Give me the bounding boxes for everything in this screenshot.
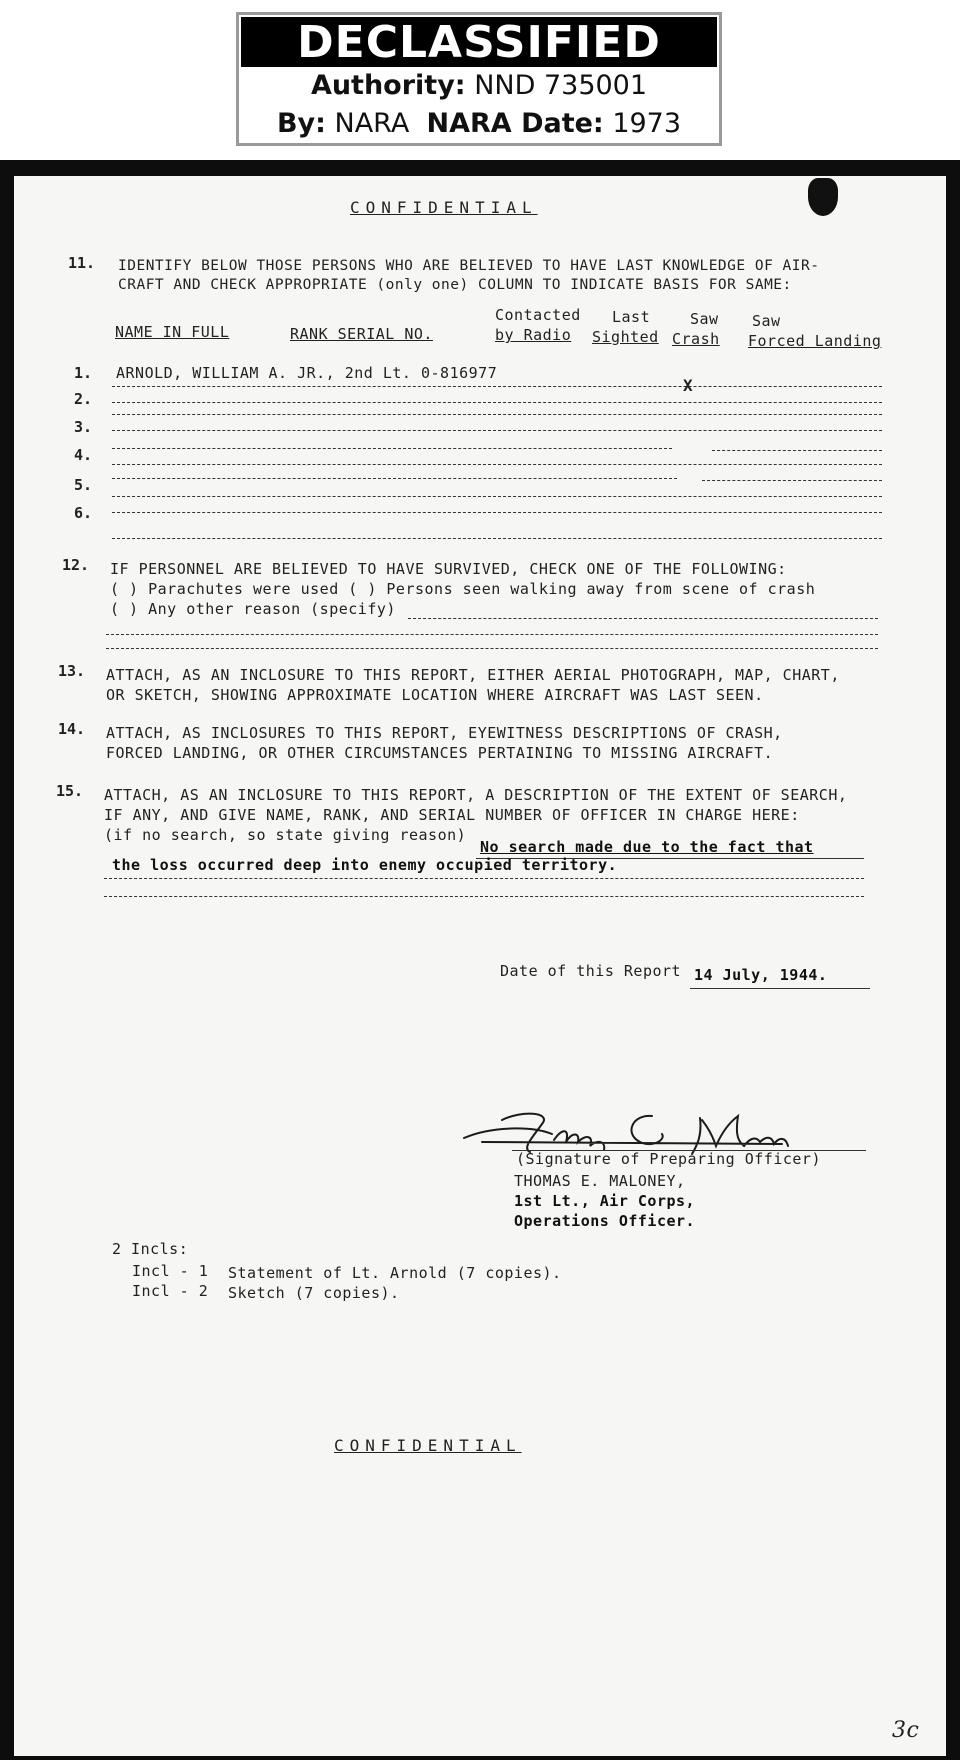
inclosures-heading: 2 Incls: bbox=[112, 1240, 189, 1258]
item11-line2: CRAFT AND CHECK APPROPRIATE (only one) COLUMN TO INDICATE BASIS FOR SAME: bbox=[118, 277, 792, 293]
row-3-number: 3. bbox=[74, 418, 93, 436]
signer-name: THOMAS E. MALONEY, bbox=[514, 1172, 686, 1190]
item12-line3: ( ) Any other reason (specify) bbox=[110, 600, 396, 618]
stamp-authority-value: NND 735001 bbox=[474, 70, 648, 101]
signature-caption: (Signature of Preparing Officer) bbox=[516, 1150, 821, 1168]
col-sighted-bottom: Sighted bbox=[592, 328, 659, 346]
header-classification: CONFIDENTIAL bbox=[350, 198, 538, 217]
row-6-number: 6. bbox=[74, 504, 93, 522]
item13-line1: ATTACH, AS AN INCLOSURE TO THIS REPORT, EITHER AERIAL PHOTOGRAPH, MAP, CHART, bbox=[106, 666, 840, 684]
item11-line1: IDENTIFY BELOW THOSE PERSONS WHO ARE BELIEVED TO HAVE LAST KNOWLEDGE OF AIR- bbox=[118, 258, 820, 274]
item15-rule3 bbox=[104, 896, 864, 897]
item12-line1: IF PERSONNEL ARE BELIEVED TO HAVE SURVIVED, CHECK ONE OF THE FOLLOWING: bbox=[110, 560, 787, 578]
item14-line1: ATTACH, AS INCLOSURES TO THIS REPORT, EYEWITNESS DESCRIPTIONS OF CRASH, bbox=[106, 724, 783, 742]
row-1-number: 1. bbox=[74, 364, 93, 382]
item15-answer-line2: the loss occurred deep into enemy occupied territory. bbox=[112, 856, 618, 874]
item15-number: 15. bbox=[56, 782, 84, 800]
row-2-number: 2. bbox=[74, 390, 93, 408]
row-1-saw-crash-mark: X bbox=[683, 376, 694, 395]
col-sighted-top: Last bbox=[612, 308, 651, 326]
report-date-value: 14 July, 1944. bbox=[694, 966, 828, 984]
stamp-date-value: 1973 bbox=[612, 108, 682, 139]
report-date-line bbox=[690, 988, 870, 989]
row-4-line-a bbox=[112, 448, 672, 449]
row-3-line bbox=[112, 430, 882, 431]
item15-answer-line1: No search made due to the fact that bbox=[480, 838, 814, 856]
row-4-line-b bbox=[712, 450, 882, 451]
row-4-number: 4. bbox=[74, 446, 93, 464]
col-landing-bottom: Forced Landing bbox=[748, 332, 882, 350]
col-name: NAME IN FULL bbox=[115, 323, 230, 341]
row-5-line-b bbox=[702, 480, 882, 481]
inclosure-1-label: Incl - 1 bbox=[132, 1262, 209, 1280]
row-1-entry: ARNOLD, WILLIAM A. JR., 2nd Lt. 0-816977 bbox=[116, 364, 498, 382]
declassified-stamp bbox=[236, 12, 722, 146]
col-crash-top: Saw bbox=[690, 310, 719, 328]
ink-blot bbox=[808, 178, 838, 216]
inclosure-2-text: Sketch (7 copies). bbox=[228, 1284, 400, 1302]
row-2-line-b bbox=[112, 414, 882, 415]
signer-rank: 1st Lt., Air Corps, bbox=[514, 1192, 696, 1210]
row-6-line bbox=[112, 538, 882, 539]
stamp-by-value: NARA bbox=[334, 108, 410, 139]
stamp-by-label: By: bbox=[276, 108, 326, 139]
item12-number: 12. bbox=[62, 556, 90, 574]
footer-classification: CONFIDENTIAL bbox=[334, 1436, 522, 1455]
row-1-line bbox=[112, 386, 882, 387]
item12-line2: ( ) Parachutes were used ( ) Persons seen walking away from scene of crash bbox=[110, 580, 816, 598]
inclosure-2-label: Incl - 2 bbox=[132, 1282, 209, 1300]
row-4-line bbox=[112, 464, 882, 465]
col-radio-bottom: by Radio bbox=[495, 326, 572, 344]
col-crash-bottom: Crash bbox=[672, 330, 720, 348]
col-rank-serial: RANK SERIAL NO. bbox=[290, 325, 433, 343]
row-5-number: 5. bbox=[74, 476, 93, 494]
row-5-line bbox=[112, 496, 882, 497]
item15-line2: IF ANY, AND GIVE NAME, RANK, AND SERIAL NUMBER OF OFFICER IN CHARGE HERE: bbox=[104, 806, 800, 824]
item11-number: 11. bbox=[68, 254, 96, 272]
col-radio-top: Contacted bbox=[495, 306, 581, 324]
report-date-label: Date of this Report bbox=[500, 962, 682, 980]
item12-line-b bbox=[106, 648, 878, 649]
item14-line2: FORCED LANDING, OR OTHER CIRCUMSTANCES PERTAINING TO MISSING AIRCRAFT. bbox=[106, 744, 774, 762]
item14-number: 14. bbox=[58, 720, 86, 738]
item12-specify-line bbox=[408, 618, 878, 619]
signer-title: Operations Officer. bbox=[514, 1212, 696, 1230]
row-2-line bbox=[112, 402, 882, 403]
stamp-authority bbox=[239, 67, 719, 105]
page-mark: 3c bbox=[892, 1718, 920, 1743]
item13-number: 13. bbox=[58, 662, 86, 680]
item15-rule2 bbox=[104, 878, 864, 879]
col-landing-top: Saw bbox=[752, 312, 781, 330]
item12-line-a bbox=[106, 634, 878, 635]
row-5-line-a bbox=[112, 478, 677, 479]
item15-line1: ATTACH, AS AN INCLOSURE TO THIS REPORT, A DESCRIPTION OF THE EXTENT OF SEARCH, bbox=[104, 786, 848, 804]
item13-line2: OR SKETCH, SHOWING APPROXIMATE LOCATION WHERE AIRCRAFT WAS LAST SEEN. bbox=[106, 686, 764, 704]
inclosure-1-text: Statement of Lt. Arnold (7 copies). bbox=[228, 1264, 562, 1282]
stamp-title: DECLASSIFIED bbox=[241, 17, 717, 67]
stamp-date-label: NARA Date: bbox=[426, 108, 604, 139]
row-6-line-a bbox=[112, 512, 882, 513]
stamp-by-date bbox=[239, 105, 719, 143]
stamp-authority-label: Authority: bbox=[310, 70, 466, 101]
item15-line3: (if no search, so state giving reason) bbox=[104, 826, 467, 844]
